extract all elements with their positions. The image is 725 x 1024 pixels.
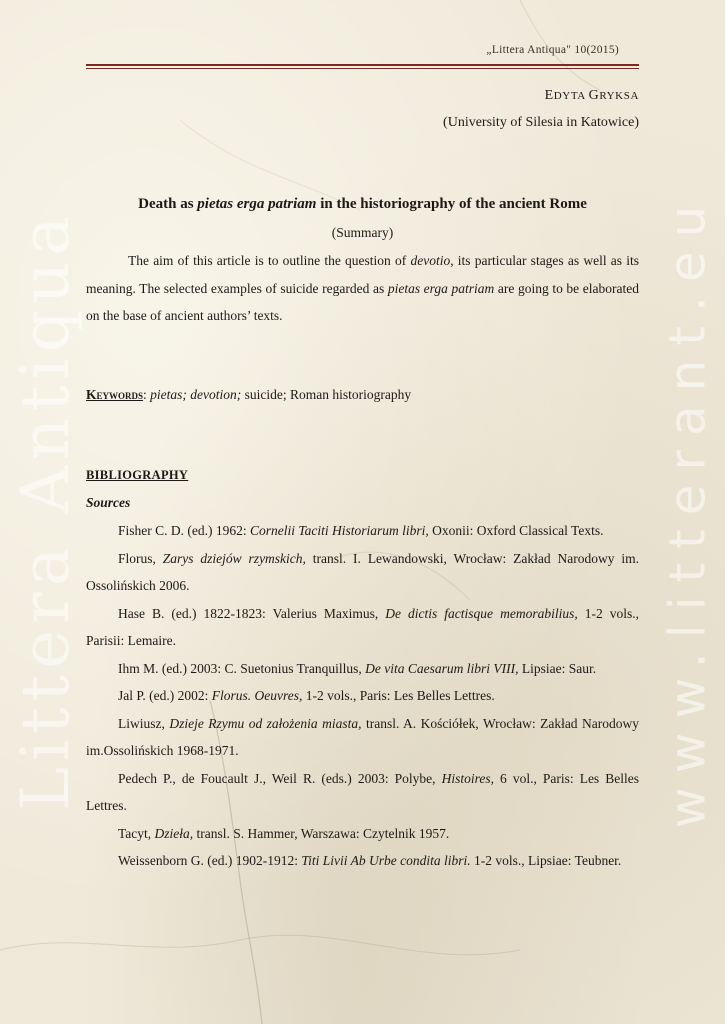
bibliography-entry: Pedech P., de Foucault J., Weil R. (eds.) 2003: Polybe, Histoires, 6 vol., Paris: Les Belles Lettres.	[86, 770, 639, 813]
running-head: „Littera Antiqua" 10(2015)	[486, 44, 619, 56]
bibliography-entry: Liwiusz, Dzieje Rzymu od założenia miasta, transl. A. Kościółek, Wrocław: Zakład Narodowy im.Ossolińskich 1968-1971.	[86, 715, 639, 758]
author-name: EDYTA GRYKSA	[544, 88, 639, 103]
keywords-line: Keywords: pietas; devotion; suicide; Roman historiography	[86, 387, 412, 402]
bibliography-entry: Tacyt, Dzieła, transl. S. Hammer, Warszawa: Czytelnik 1957.	[118, 825, 450, 841]
abstract-paragraph: The aim of this article is to outline the question of devotio, its particular stages as well as its meaning. The selected examples of suicide regarded as pietas erga patriam are going to be elaborated on the base of ancient authors’ texts.	[86, 253, 639, 323]
watermark-website: www.litterant.eu	[658, 191, 717, 829]
author-affiliation: (University of Silesia in Katowice)	[443, 115, 639, 130]
bibliography-heading: BIBLIOGRAPHY	[86, 468, 189, 482]
header-rule	[86, 64, 639, 66]
bibliography-list	[86, 517, 639, 875]
bibliography-entry: Ihm M. (ed.) 2003: C. Suetonius Tranquillus, De vita Caesarum libri VIII, Lipsiae: Saur.	[118, 660, 597, 676]
bibliography-entry: Weissenborn G. (ed.) 1902-1912: Titi Livii Ab Urbe condita libri. 1-2 vols., Lipsiae: Teubner.	[118, 853, 622, 868]
sources-heading: Sources	[86, 495, 131, 510]
article-title: Death as pietas erga patriam in the historiography of the ancient Rome	[138, 196, 587, 212]
bibliography-entry: Jal P. (ed.) 2002: Florus. Oeuvres, 1-2 vols., Paris: Les Belles Lettres.	[118, 688, 495, 703]
bibliography-entry: Fisher C. D. (ed.) 1962: Cornelii Taciti Historiarum libri, Oxonii: Oxford Classical Texts.	[118, 523, 604, 538]
header-rule-thin	[86, 68, 639, 69]
bibliography-entry: Florus, Zarys dziejów rzymskich, transl. I. Lewandowski, Wrocław: Zakład Narodowy im. Ossolińskich 2006.	[86, 550, 639, 593]
keywords-label: Keywords	[86, 387, 144, 402]
summary-label: (Summary)	[331, 225, 394, 240]
watermark-littera-antiqua: Littera Antiqua	[6, 209, 84, 811]
bibliography-entry: Hase B. (ed.) 1822-1823: Valerius Maximus, De dictis factisque memorabilius, 1-2 vols., Parisii: Lemaire.	[86, 605, 640, 648]
